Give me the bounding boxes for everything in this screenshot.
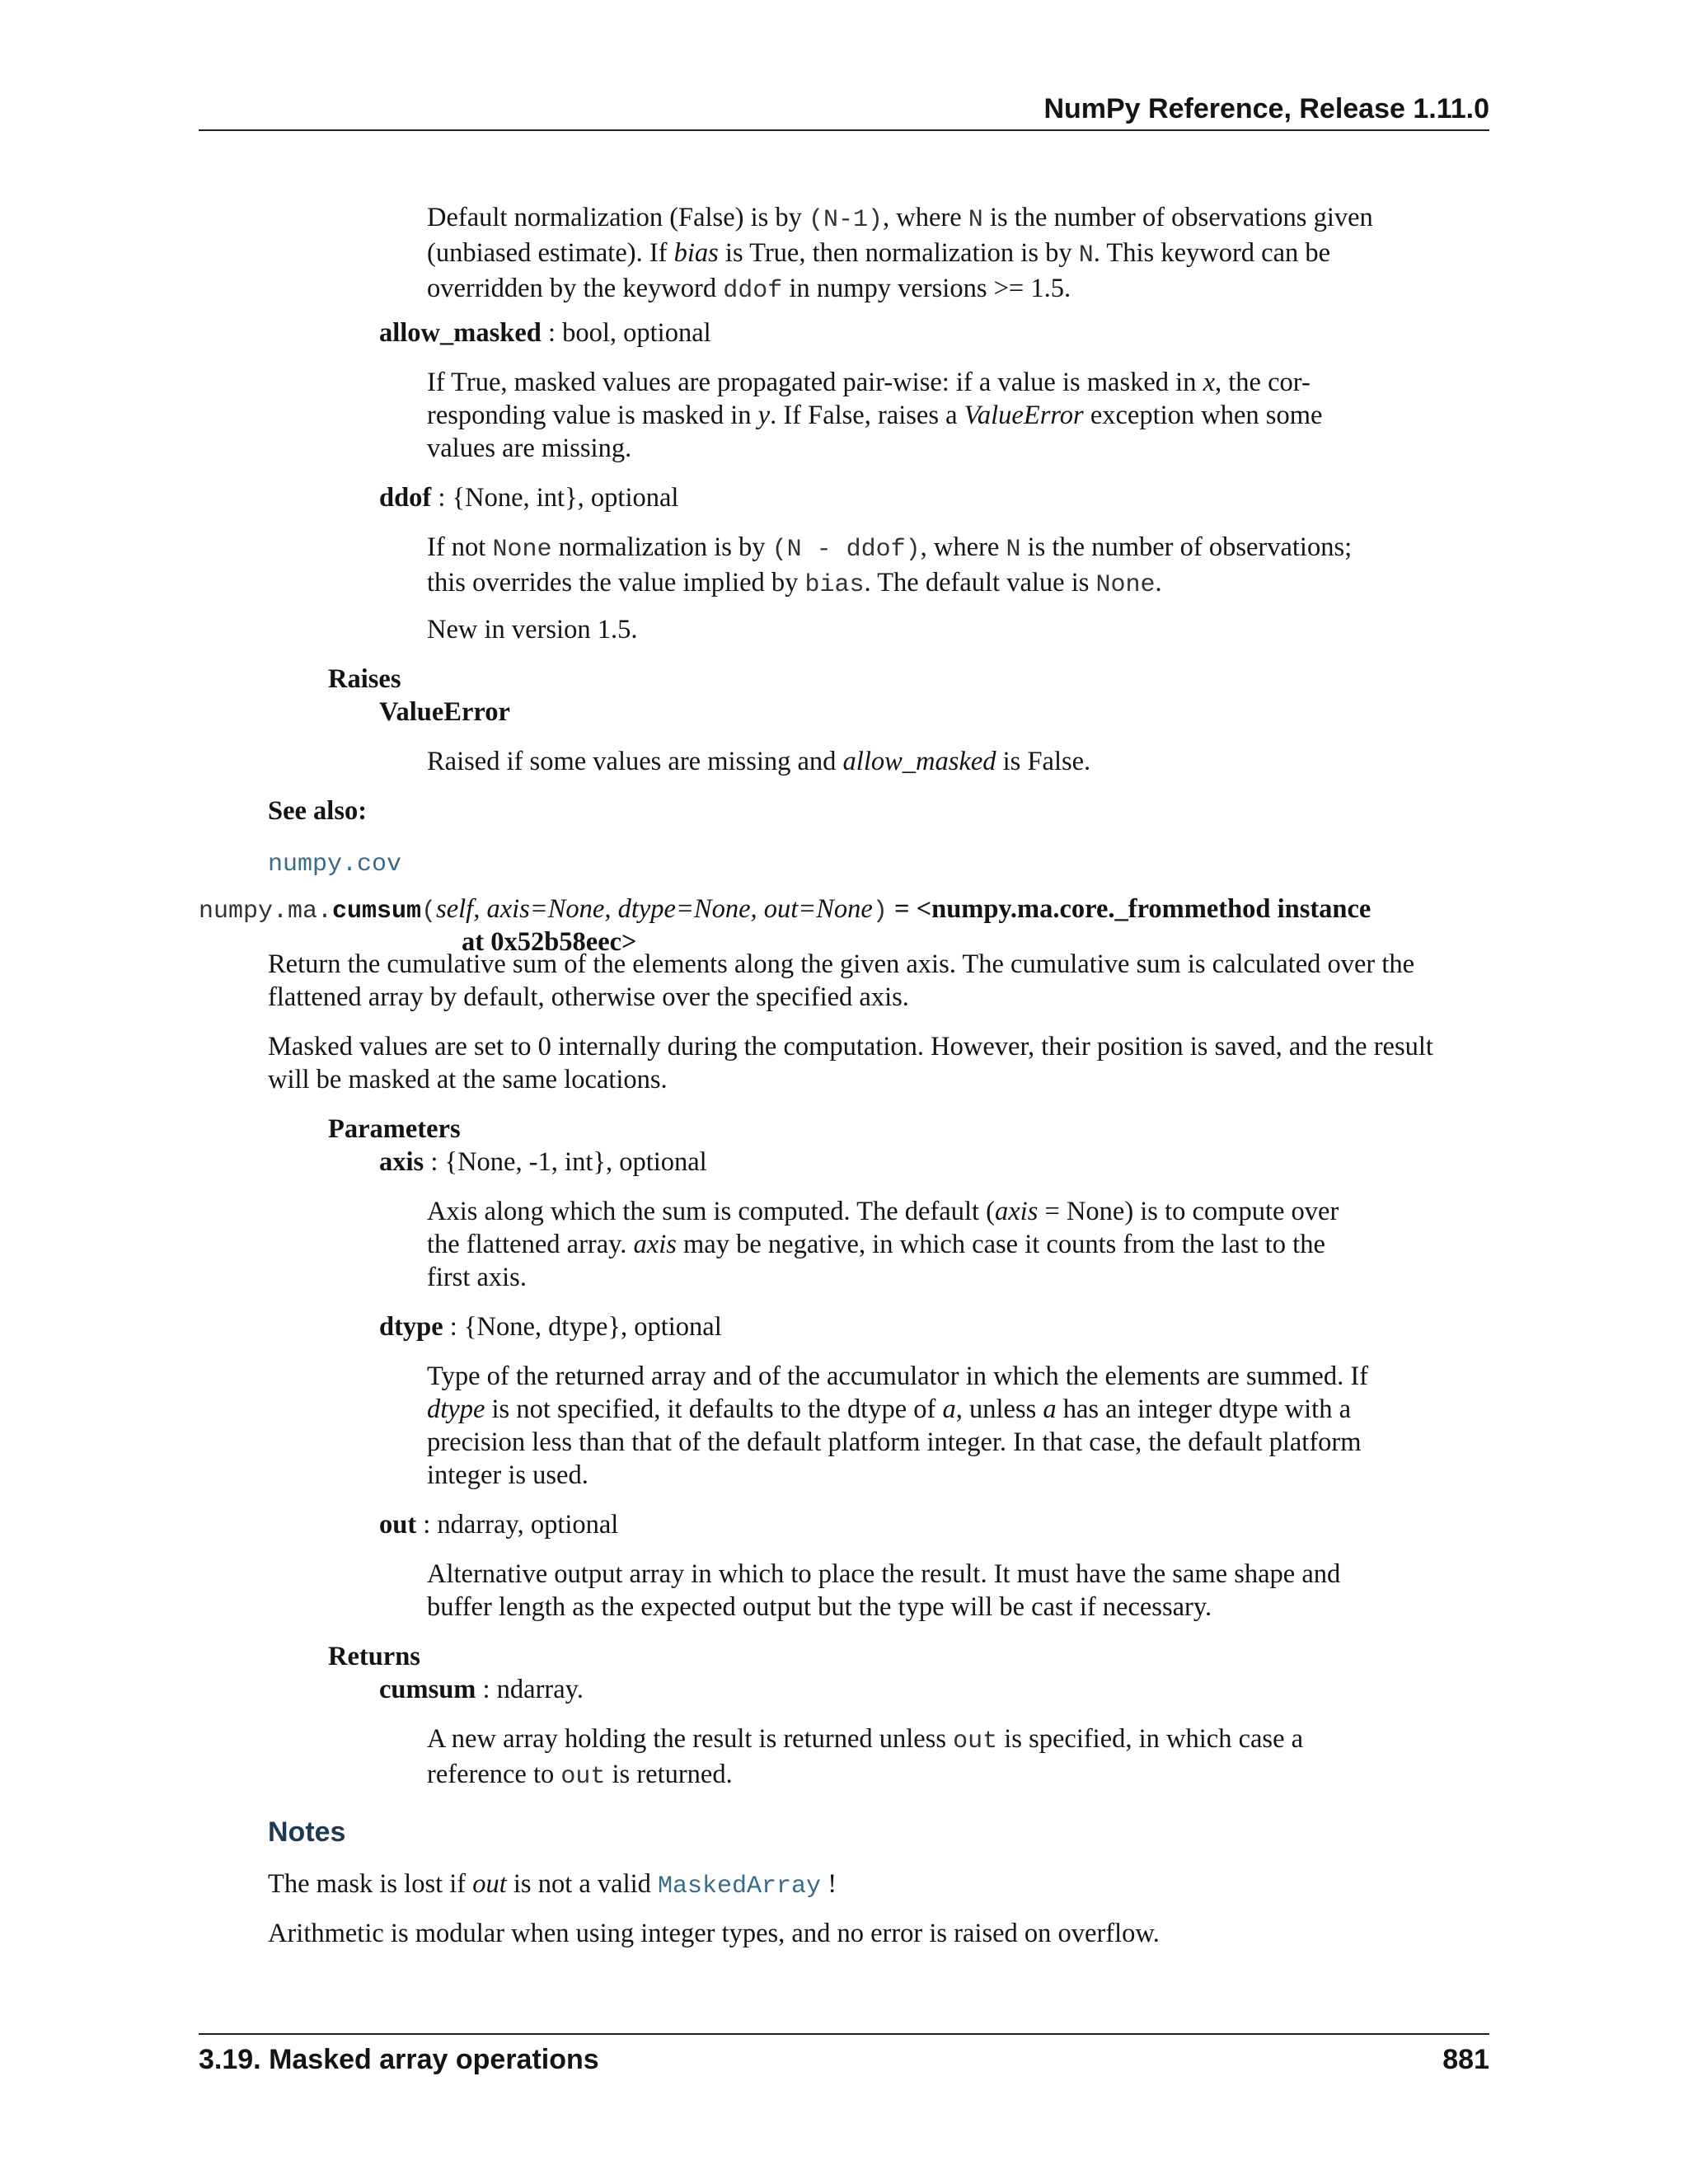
return-cumsum [379,1673,1451,1706]
param-name: ddof [379,483,432,513]
out-description [427,1558,1383,1624]
param-name: out [379,1510,417,1540]
text: a [1043,1394,1057,1424]
returns-heading: Returns [328,1642,420,1671]
code: (N-1) [809,206,884,234]
text: flattened array by default, otherwise over the specified axis. [268,982,909,1012]
see-also-heading: See also: [268,796,368,826]
text: the flattened array. [427,1230,627,1259]
footer-section: 3.19. Masked array operations [199,2044,599,2075]
see-also-link[interactable]: numpy.cov [268,851,402,879]
text: normalization is by [558,532,766,562]
text: Axis along which the sum is computed. The default ( [427,1197,995,1226]
param-type: : {None, -1, int}, optional [424,1147,707,1177]
text: buffer length as the expected output but the type will be cast if necessary. [427,1592,1212,1622]
text: ! [828,1869,837,1899]
param-out [379,1508,1451,1541]
allow-masked-description [427,366,1383,465]
param-allow-masked [379,316,1451,349]
signature-value-cont: at 0x52b58eec> [462,927,637,957]
text: ValueError [964,401,1084,430]
param-dtype [379,1310,1451,1343]
running-header: NumPy Reference, Release 1.11.0 [1043,93,1489,124]
text: integer is used. [427,1460,588,1490]
code: bias [804,571,865,599]
param-name: allow_masked [379,318,542,348]
text: is the number of observations given [989,203,1373,232]
param-name: axis [379,1147,424,1177]
code: N [1006,536,1021,564]
code: out [560,1763,606,1791]
maskedarray-link[interactable]: MaskedArray [658,1872,822,1900]
cumsum-summary [268,948,1489,1014]
text: is not a valid [513,1869,651,1899]
text: ) [872,898,888,926]
code: (N - ddof) [771,536,921,564]
axis-description [427,1195,1383,1294]
code: None [1095,571,1156,599]
text: allow_masked [842,747,996,776]
text: . [1155,568,1162,598]
text: out [472,1869,507,1899]
param-ddof [379,481,1451,514]
text: Type of the returned array and of the accumulator in which the elements are summed. If [427,1361,1368,1391]
text: will be masked at the same locations. [268,1065,668,1094]
text: Return the cumulative sum of the elements along the given axis. The cumulative sum is calculated over the [268,949,1415,979]
text: is specified, in which case a [1004,1724,1304,1754]
text: (unbiased estimate). If [427,238,668,268]
return-type: : ndarray. [476,1675,584,1704]
function-name: cumsum [332,898,422,926]
text: exception when some [1090,401,1323,430]
text: may be negative, in which case it counts from the last to the [683,1230,1325,1259]
return-name: cumsum [379,1675,476,1704]
code: N [968,206,983,234]
text: a [942,1394,956,1424]
code: None [492,536,552,564]
param-type: : {None, dtype}, optional [443,1312,722,1342]
raises-heading: Raises [328,664,401,694]
returns-description [427,1722,1383,1793]
raises-exception [379,696,1451,729]
text: overridden by the keyword [427,274,717,303]
text: , unless [955,1394,1037,1424]
text: values are missing. [427,434,632,463]
page-number: 881 [1442,2044,1489,2075]
text: precision less than that of the default platform integer. In that case, the default platform [427,1427,1362,1457]
text: axis [995,1197,1039,1226]
text: is not specified, it defaults to the dtype of [491,1394,936,1424]
dtype-description [427,1360,1383,1492]
text: Raised if some values are missing and [427,747,837,776]
code: ddof [723,277,783,305]
text: . The default value is [864,568,1090,598]
module-prefix: numpy.ma. [199,898,333,926]
text: , where [920,532,1000,562]
text: is True, then normalization is by [724,238,1072,268]
exception-name: ValueError [379,697,510,727]
notes-mask [268,1868,1489,1903]
signature-value: = <numpy.ma.core._frommethod instance [893,894,1372,924]
text: . If False, raises a [770,401,958,430]
code: N [1078,241,1094,269]
text: , the cor- [1215,368,1311,397]
signature-params: self, axis=None, dtype=None, out=None [436,894,873,924]
text: ( [421,898,437,926]
text: x [1203,368,1216,397]
param-type: : bool, optional [541,318,711,348]
param-axis [379,1146,1451,1179]
parameters-heading: Parameters [328,1114,461,1144]
text: first axis. [427,1263,527,1292]
text: is False. [1002,747,1091,776]
text: y [757,401,771,430]
see-also-link-row [268,846,1489,881]
ddof-description [427,531,1383,602]
text: The mask is lost if [268,1869,467,1899]
text: If not [427,532,486,562]
text: axis [633,1230,677,1259]
text: = None) is to compute over [1044,1197,1339,1226]
text: this overrides the value implied by [427,568,799,598]
text: If True, masked values are propagated pair-wise: if a value is masked in [427,368,1197,397]
footer-rule [199,2033,1489,2035]
text: reference to [427,1760,555,1789]
version-note: New in version 1.5. [427,615,638,644]
notes-heading: Notes [268,1816,346,1848]
bias-description [427,201,1383,307]
text: , where [883,203,962,232]
text: Default normalization (False) is by [427,203,802,232]
text: is returned. [612,1760,733,1789]
text: responding value is masked in [427,401,752,430]
text: in numpy versions >= 1.5. [789,274,1071,303]
text: Masked values are set to 0 internally during the computation. However, their position is saved, and the result [268,1032,1433,1062]
text: has an integer dtype with a [1062,1394,1351,1424]
param-type: : ndarray, optional [416,1510,619,1540]
text: bias [673,238,719,268]
text: is the number of observations; [1027,532,1353,562]
raises-description [427,745,1383,778]
text: A new array holding the result is returned unless [427,1724,946,1754]
text: Alternative output array in which to place the result. It must have the same shape and [427,1559,1341,1589]
code: out [953,1727,998,1755]
function-signature [199,893,1489,928]
param-name: dtype [379,1312,443,1342]
notes-overflow: Arithmetic is modular when using integer types, and no error is raised on overflow. [268,1919,1160,1948]
text: . This keyword can be [1093,238,1331,268]
param-type: : {None, int}, optional [431,483,679,513]
text: dtype [427,1394,485,1424]
header-rule [199,129,1489,131]
cumsum-masked-note [268,1030,1489,1096]
